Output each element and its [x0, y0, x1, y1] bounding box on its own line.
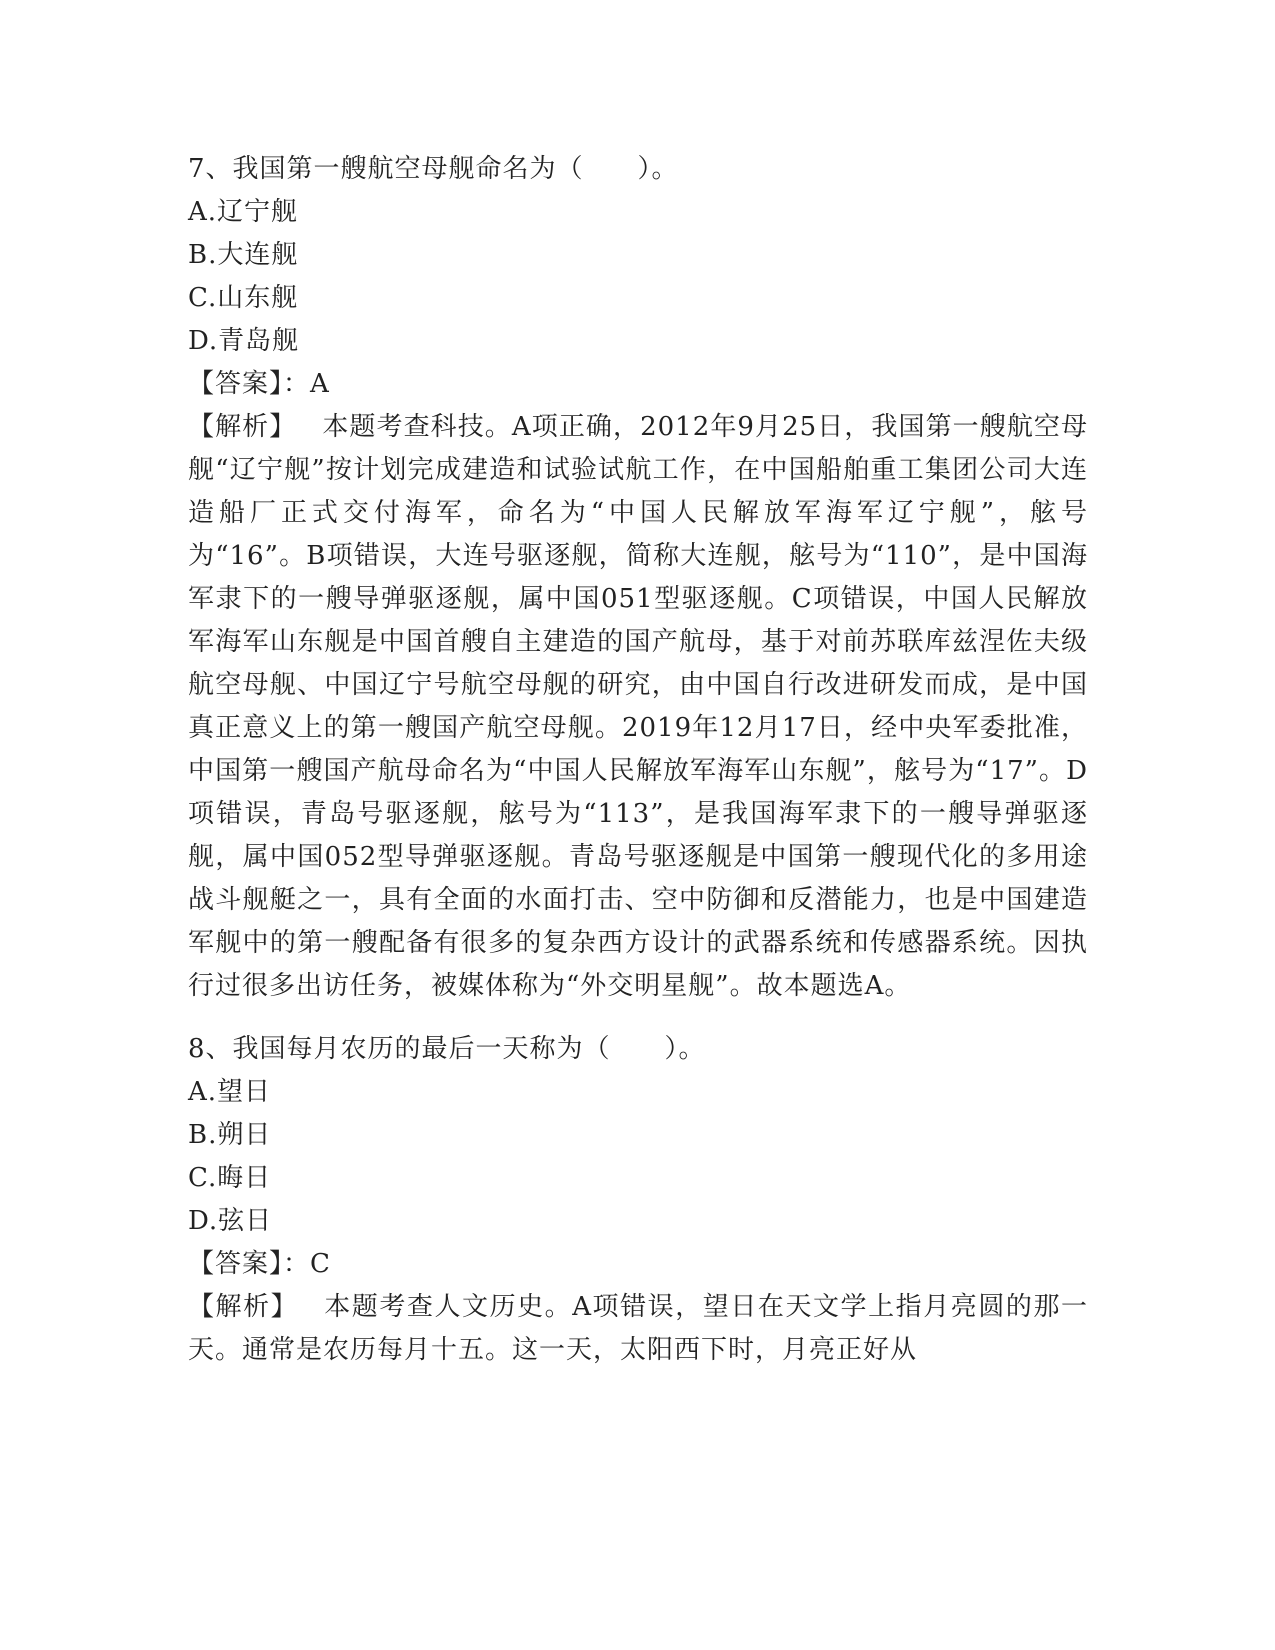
option-a: A.辽宁舰	[188, 197, 299, 227]
analysis-text: 本题考查人文历史。A项错误，望日在天文学上指月亮圆的那一天。通常是农历每月十五。这一天，太阳西下时，月亮正好从	[188, 1292, 1088, 1365]
answer: 【答案】：C	[188, 1249, 331, 1279]
analysis-text: 本题考查科技。A项正确，2012年9月25日，我国第一艘航空母舰“辽宁舰”按计划完成建造和试验试航工作，在中国船舶重工集团公司大连造船厂正式交付海军，命名为“中国人民解放军海军辽宁舰”，舷号为“16”。B项错误，大连号驱逐舰，简称大连舰，舷号为“110”，是中国海军隶下的一艘导弹驱逐舰，属中国051型驱逐舰。C项错误，中国人民解放军海军山东舰是中国首艘自主建造的国产航母，基于对前苏联库兹涅佐夫级航空母舰、中国辽宁号航空母舰的研究，由中国自行改进研发而成，是中国真正意义上的第一艘国产航空母舰。2019年12月17日，经中央军委批准，中国第一艘国产航母命名为“中国人民解放军海军山东舰”，舷号为“17”。D项错误，青岛号驱逐舰，舷号为“113”，是我国海军隶下的一艘导弹驱逐舰，属中国052型导弹驱逐舰。青岛号驱逐舰是中国第一艘现代化的多用途战斗舰艇之一，具有全面的水面打击、空中防御和反潜能力，也是中国建造军舰中的第一艘配备有很多的复杂西方设计的武器系统和传感器系统。因执行过很多出访任务，被媒体称为“外交明星舰”。故本题选A。	[188, 412, 1088, 1001]
option-d: D.弦日	[188, 1206, 273, 1236]
option-b: B.大连舰	[188, 240, 299, 270]
question-stem: 7、我国第一艘航空母舰命名为（ ）。	[188, 154, 679, 184]
analysis-label: 【解析】	[188, 1292, 299, 1322]
answer: 【答案】：A	[188, 369, 330, 399]
option-d: D.青岛舰	[188, 326, 300, 356]
option-b: B.朔日	[188, 1120, 272, 1150]
option-c: C.晦日	[188, 1163, 272, 1193]
analysis	[188, 406, 1088, 1008]
question-stem: 8、我国每月农历的最后一天称为（ ）。	[188, 1034, 706, 1064]
analysis-label: 【解析】	[188, 412, 297, 442]
document-page	[188, 148, 1088, 1372]
option-a: A.望日	[188, 1077, 272, 1107]
option-c: C.山东舰	[188, 283, 299, 313]
question-7	[188, 148, 1088, 1008]
analysis	[188, 1286, 1088, 1372]
question-8	[188, 1028, 1088, 1372]
